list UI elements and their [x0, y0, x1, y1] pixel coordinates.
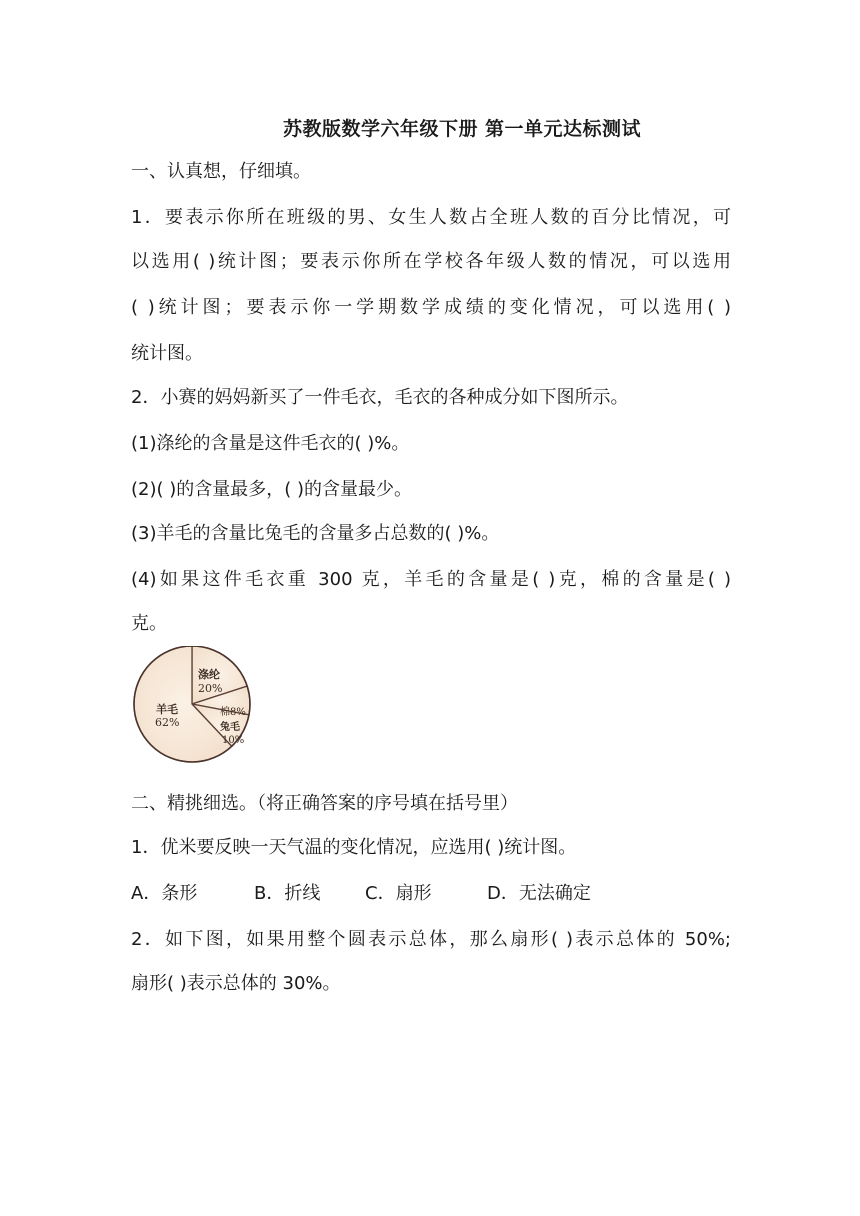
q1-line4: 统计图。	[131, 343, 203, 364]
slice-value-cotton: 棉8%	[220, 707, 246, 718]
slice-value-polyester: 20%	[198, 682, 223, 695]
slice-label-wool: 羊毛	[156, 703, 178, 716]
q2-part2: (2)( )的含量最多，( )的含量最少。	[131, 479, 413, 500]
slice-label-polyester: 涤纶	[198, 668, 220, 681]
q1-line2: 以选用( )统计图；要表示你所在学校各年级人数的情况，可以选用	[131, 251, 731, 272]
option-c: C．扇形	[365, 883, 432, 904]
option-a: A．条形	[131, 883, 198, 904]
q2-part4-line1: (4)如果这件毛衣重 300 克，羊毛的含量是( )克，棉的含量是( )	[131, 569, 731, 590]
s2-q2-line2: 扇形( )表示总体的 30%。	[131, 973, 341, 994]
q2-stem: 2．小赛的妈妈新买了一件毛衣，毛衣的各种成分如下图所示。	[131, 387, 629, 408]
s2-q2-line1: 2．如下图，如果用整个圆表示总体，那么扇形( )表示总体的 50%;	[131, 929, 731, 950]
option-d: D．无法确定	[487, 883, 591, 904]
q2-part3: (3)羊毛的含量比兔毛的含量多占总数的( )%。	[131, 523, 500, 544]
slice-label-rabbit-hair: 兔毛	[220, 722, 240, 733]
section2-heading: 二、精挑细选。（将正确答案的序号填在括号里）	[131, 793, 518, 814]
s2-q1-stem: 1．优米要反映一天气温的变化情况，应选用( )统计图。	[131, 837, 577, 858]
page-title: 苏教版数学六年级下册 第一单元达标测试	[282, 118, 642, 140]
slice-value-wool: 62%	[155, 716, 180, 729]
section1-heading: 一、认真想，仔细填。	[131, 161, 311, 182]
slice-value-rabbit-hair: 10%	[222, 735, 245, 746]
option-b: B．折线	[254, 883, 321, 904]
q1-line3: ( )统计图；要表示你一学期数学成绩的变化情况，可以选用( )	[131, 297, 731, 318]
q2-part1: (1)涤纶的含量是这件毛衣的( )%。	[131, 433, 410, 454]
wool-composition-pie-chart	[128, 646, 260, 766]
q2-part4-line2: 克。	[131, 613, 167, 634]
q1-line1: 1．要表示你所在班级的男、女生人数占全班人数的百分比情况，可	[131, 207, 731, 228]
